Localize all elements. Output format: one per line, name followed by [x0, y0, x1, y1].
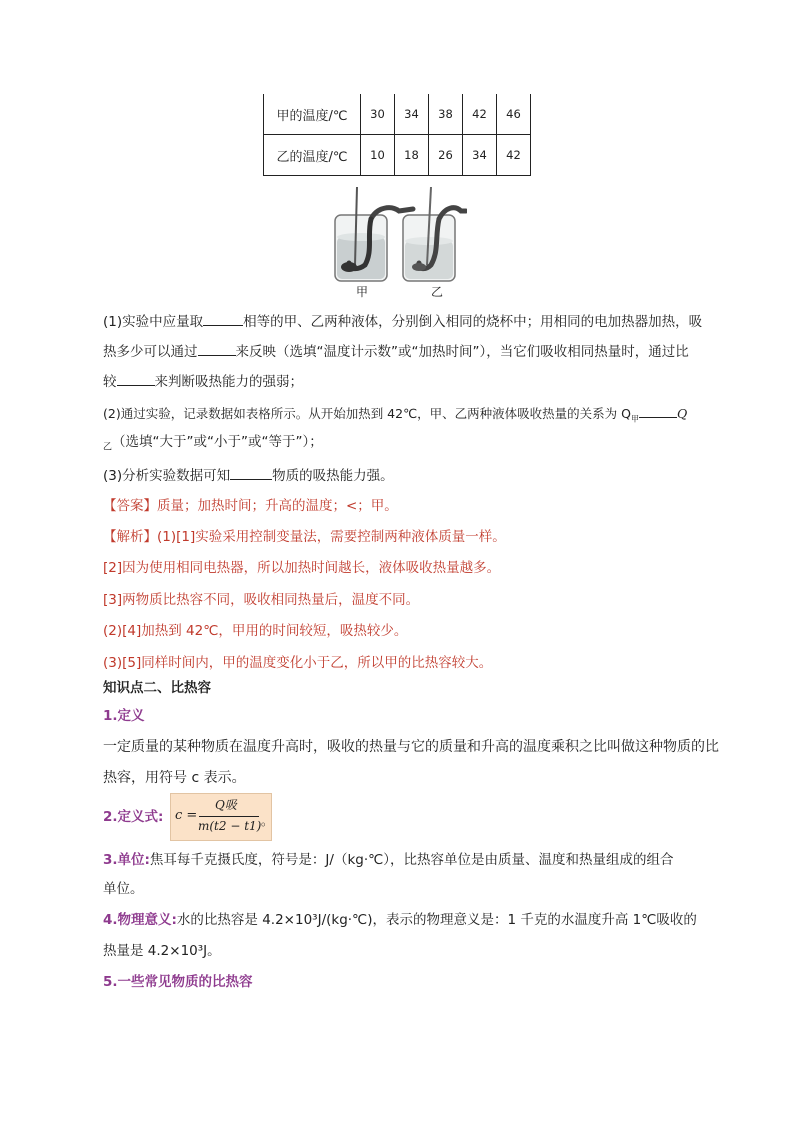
temperature-table [263, 94, 531, 176]
analysis-line: (2)[4]加热到 42℃，甲用的时间较短，吸热较少。 [103, 623, 408, 639]
q2-text: （选填“大于”或“小于”或“等于”）； [112, 434, 323, 450]
table-cell: 34 [463, 135, 497, 176]
q-symbol: Q [676, 406, 688, 421]
meaning-line-1 [103, 910, 697, 930]
q3-line [103, 465, 394, 486]
analysis-text: (1)[1]实验采用控制变量法，需要控制两种液体质量一样。 [157, 529, 506, 545]
heading-common-substances: 5.一些常见物质的比热容 [103, 974, 253, 990]
q2-line-1 [103, 403, 687, 430]
table-cell: 30 [361, 94, 395, 135]
heading-unit: 3.单位: [103, 852, 150, 868]
definition-line-2: 热容，用符号 c 表示。 [103, 770, 246, 786]
row-label: 甲的温度/℃ [264, 94, 361, 135]
answer-blank[interactable] [117, 371, 155, 386]
formula-lhs: c = [175, 808, 198, 823]
answer-blank[interactable] [230, 465, 272, 480]
analysis-tag: 【解析】 [103, 529, 157, 545]
table-row [264, 94, 531, 135]
subscript: 甲 [630, 414, 639, 424]
analysis-line: [2]因为使用相同电热器，所以加热时间越长，液体吸收热量越多。 [103, 560, 501, 576]
heading-meaning: 4.物理意义: [103, 912, 177, 928]
analysis-line [103, 527, 506, 547]
beakers-figure [327, 185, 467, 301]
q1-text: 较 [103, 374, 117, 390]
beaker-yi-icon [403, 187, 466, 281]
q1-line-1 [103, 311, 702, 332]
table-cell: 38 [429, 94, 463, 135]
table-row [264, 135, 531, 176]
table-cell: 42 [463, 94, 497, 135]
answer-tag: 【答案】 [103, 498, 157, 514]
q2-text: (2)通过实验，记录数据如表格所示。从开始加热到 42℃，甲、乙两种液体吸收热量的关系为 Q [103, 406, 631, 421]
q1-text: 来反映（选填“温度计示数”或“加热时间”），当它们吸收相同热量时，通过比 [235, 344, 689, 360]
row-label: 乙的温度/℃ [264, 135, 361, 176]
table-cell: 18 [395, 135, 429, 176]
q2-line-2 [103, 432, 323, 458]
answer-blank[interactable] [639, 403, 677, 418]
q1-text: 相等的甲、乙两种液体，分别倒入相同的烧杯中；用相同的电加热器加热，吸 [243, 314, 703, 330]
table-cell: 10 [361, 135, 395, 176]
meaning-line-2: 热量是 4.2×10³J。 [103, 943, 221, 959]
table-cell: 26 [429, 135, 463, 176]
analysis-line: (3)[5]同样时间内，甲的温度变化小于乙，所以甲的比热容较大。 [103, 655, 493, 671]
q1-line-3 [103, 371, 303, 392]
heading-formula: 2.定义式: [103, 809, 164, 825]
q1-text: (1)实验中应量取 [103, 314, 204, 330]
formula-box [170, 793, 272, 841]
table-cell: 34 [395, 94, 429, 135]
q1-text: 来判断吸热能力的强弱； [154, 374, 303, 390]
definition-line-1: 一定质量的某种物质在温度升高时，吸收的热量与它的质量和升高的温度乘积之比叫做这种物质的比 [103, 739, 719, 755]
meaning-text: 水的比热容是 4.2×10³J/(kg·℃)，表示的物理意义是：1 千克的水温度升高 1℃吸收的 [176, 912, 697, 928]
section-title: 知识点二、比热容 [103, 680, 211, 696]
formula-denominator: m(t2 − t1) [198, 819, 262, 833]
answer-line [103, 496, 398, 516]
q1-line-2 [103, 341, 689, 362]
answer-text: 质量；加热时间；升高的温度；<；甲。 [157, 498, 398, 514]
beakers-illustration [327, 185, 467, 301]
formula-period: 。 [261, 814, 274, 828]
q1-text: 热多少可以通过 [103, 344, 198, 360]
analysis-line: [3]两物质比热容不同，吸收相同热量后，温度不同。 [103, 592, 420, 608]
formula-numerator: Q吸 [215, 798, 237, 812]
q3-text: 物质的吸热能力强。 [272, 468, 394, 484]
q3-text: (3)分析实验数据可知 [103, 468, 231, 484]
answer-blank[interactable] [198, 341, 236, 356]
table-cell: 42 [497, 135, 531, 176]
fraction-bar [199, 816, 259, 817]
table-cell: 46 [497, 94, 531, 135]
unit-line-1 [103, 850, 674, 870]
heading-definition: 1.定义 [103, 708, 145, 724]
beaker-jia-icon [335, 187, 413, 281]
label-jia: 甲 [356, 285, 369, 299]
unit-line-2: 单位。 [103, 881, 144, 897]
answer-blank[interactable] [203, 311, 243, 326]
subscript: 乙 [103, 442, 113, 453]
label-yi: 乙 [431, 285, 444, 299]
unit-text: 焦耳每千克摄氏度，符号是：J/（kg·℃），比热容单位是由质量、温度和热量组成的组合 [149, 852, 674, 868]
